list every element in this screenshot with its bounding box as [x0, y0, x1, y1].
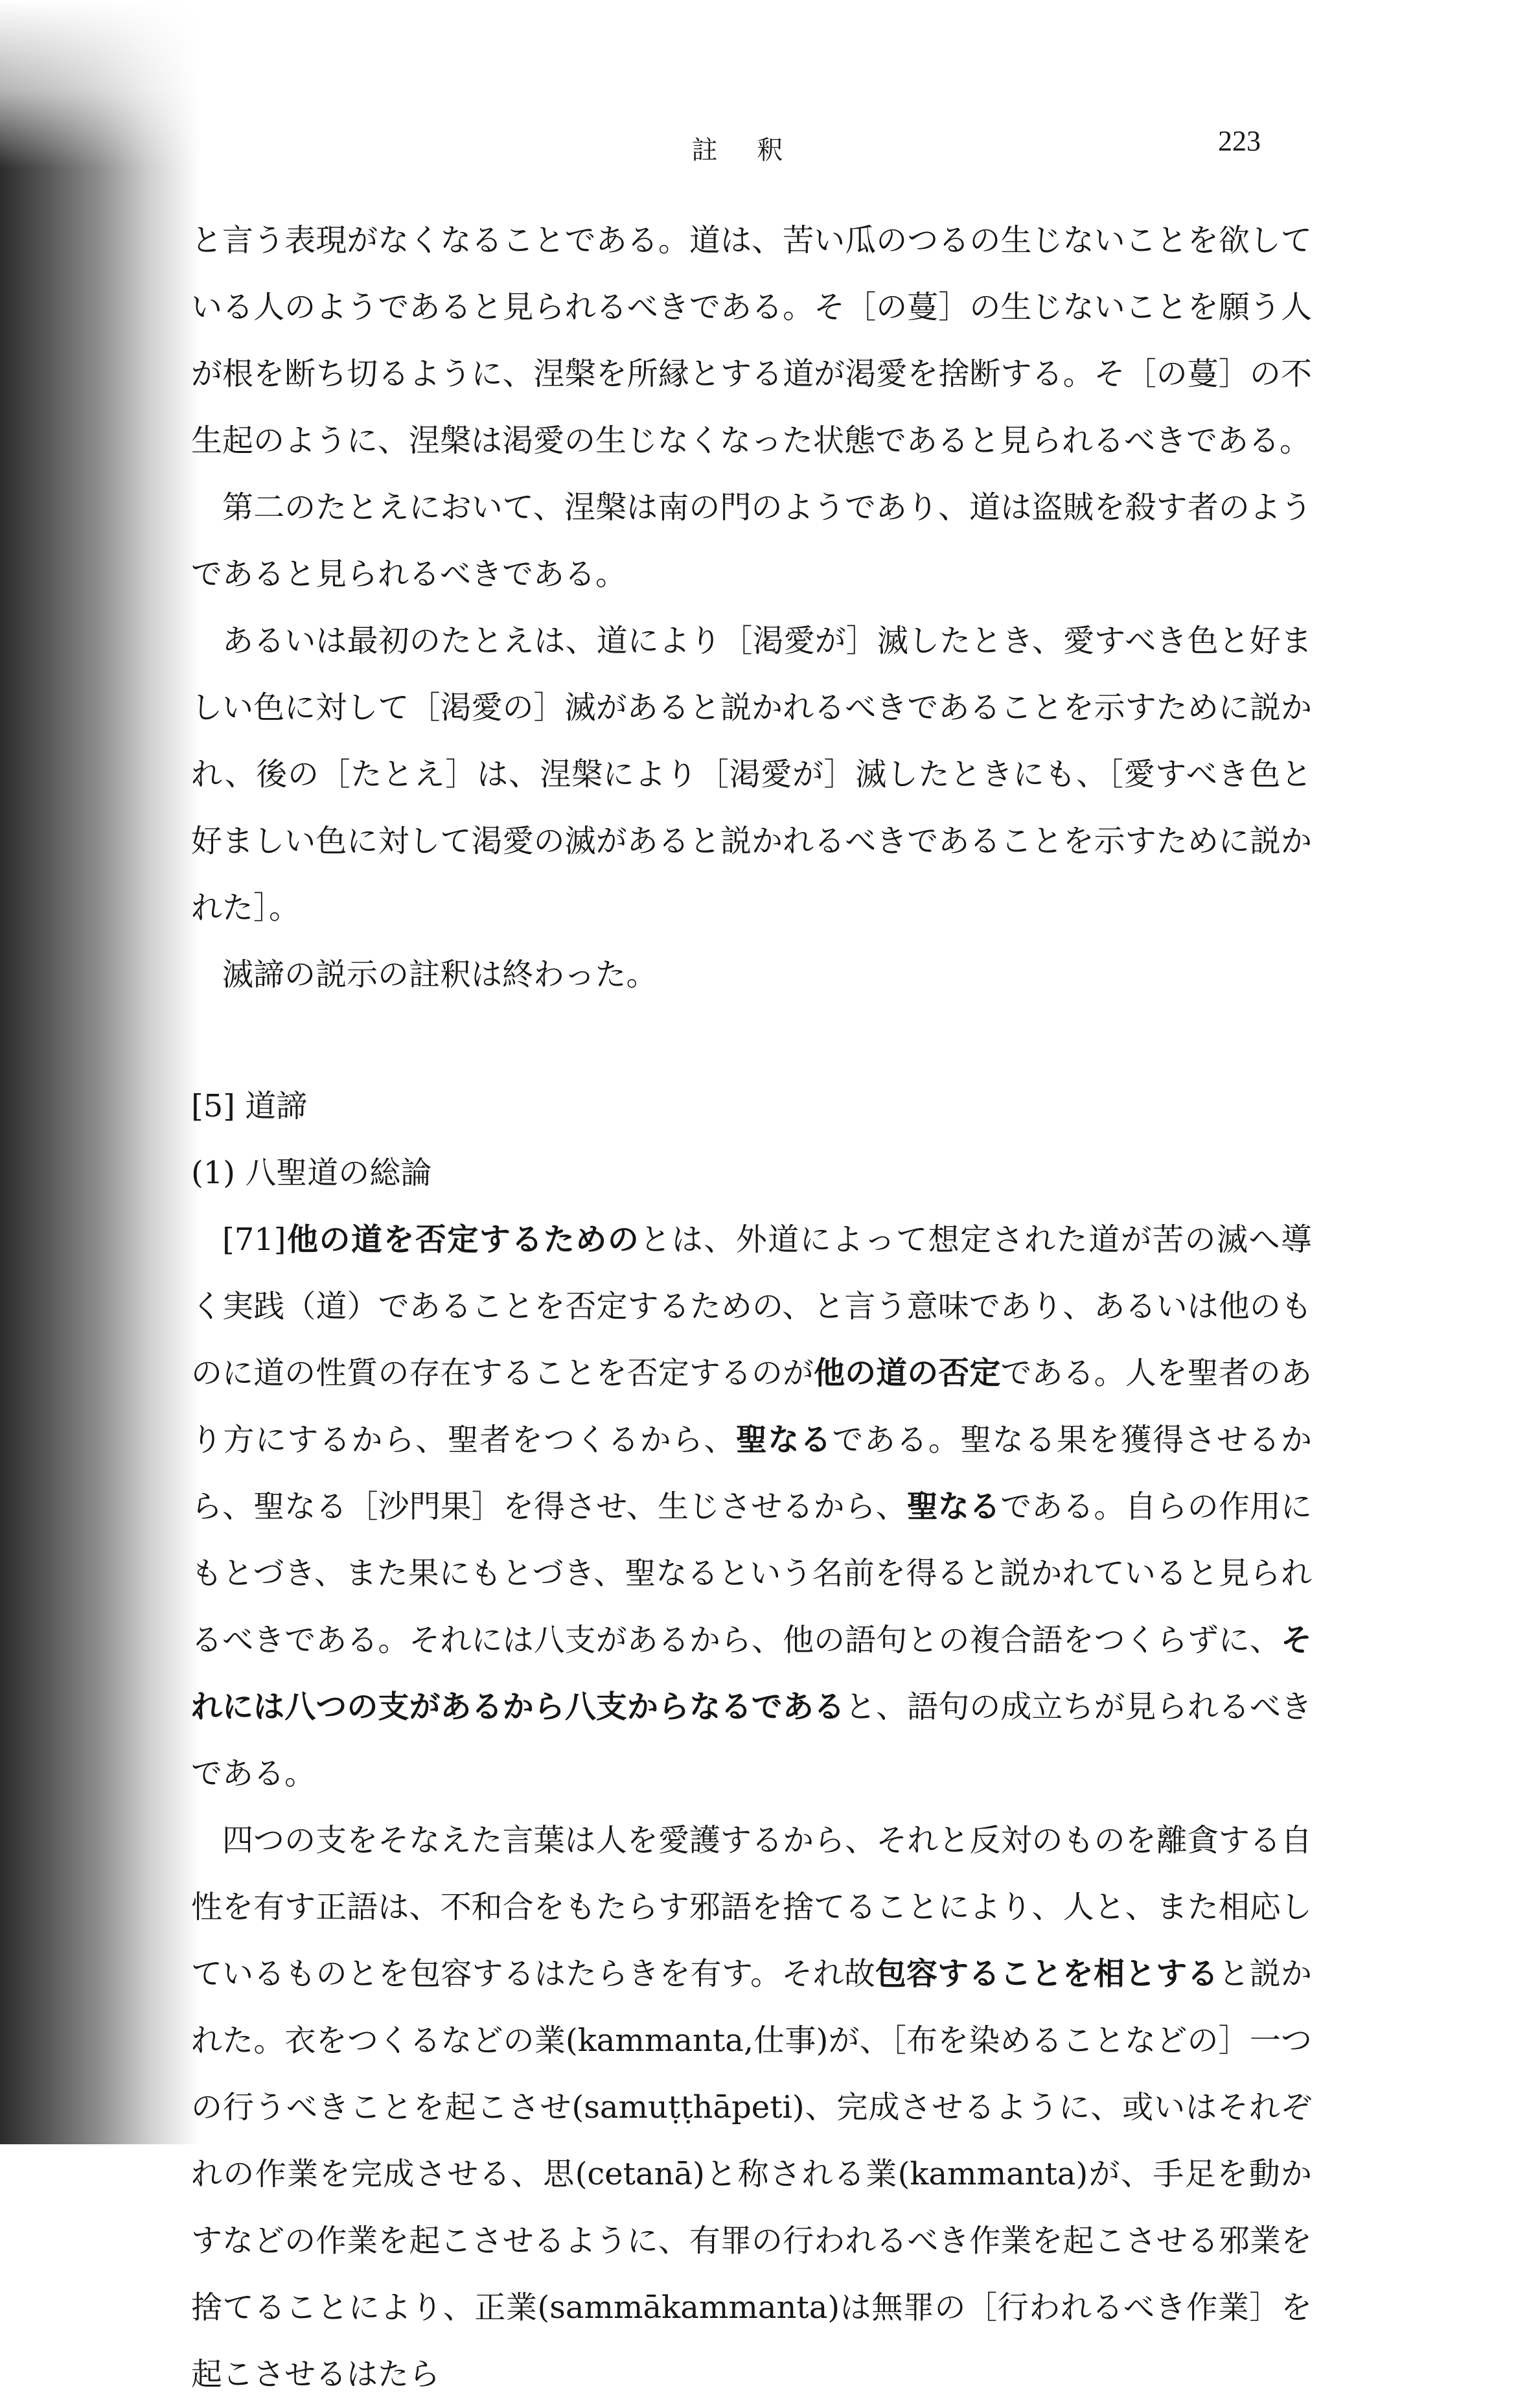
- keyword: それには八つの支があるから八支からなるである: [191, 1622, 1312, 1725]
- scan-shadow-fade: [0, 0, 201, 168]
- paragraph: [191, 608, 1312, 942]
- text-segment: と、語句の成立ちが見られるべきである。: [191, 1689, 1312, 1792]
- keyword: 他の道を否定するための: [286, 1221, 640, 1258]
- scan-shadow: [0, 0, 201, 2144]
- section-gap: [191, 1008, 1312, 1073]
- page-number: 223: [1218, 125, 1261, 157]
- paragraph: [191, 942, 1312, 1008]
- text-segment: 四つの支をそなえた言葉は人を愛護するから、それと反対のものを離貪する自性を有す正語は、不和合をもたらす邪語を捨てることにより、人と、また相応しているものとを包容するはたらきを有す。それ故: [191, 1822, 1312, 1992]
- paragraph: [191, 207, 1312, 474]
- keyword: 聖なる: [735, 1422, 833, 1458]
- text-segment: である。聖なる果を獲得させるから、聖なる［沙門果］を得させ、生じさせるから、: [191, 1422, 1312, 1525]
- paragraph: [191, 1807, 1312, 2408]
- section-heading: [191, 1073, 1312, 1140]
- text-segment: である。自らの作用にもとづき、また果にもとづき、聖なるという名前を得ると説かれていると見られるべきである。それには八支があるから、他の語句との複合語をつくらずに、: [191, 1488, 1312, 1658]
- text-segment: 滅諦の説示の註釈は終わった。: [222, 956, 658, 993]
- text-segment: と説かれた。衣をつくるなどの業(kammanta,仕事)が、［布を染めることなどの］一つの行うべきことを起こさせ(samuṭṭhāpeti)、完成させるように、或いはそれぞれの作業を完成させる、思(cetanā)と称される業(kammanta)が、手足を動かすなどの作業を起こさせるように、有罪の行われるべき作業を起こさせる邪業を捨てることにより、正業(sammākammanta)は無罪の［行われるべき作業］を起こさせるはたら: [191, 1956, 1312, 2392]
- text-segment: (1) 八聖道の総論: [191, 1155, 432, 1191]
- text-segment: 第二のたとえにおいて、涅槃は南の門のようであり、道は盗賊を殺す者のようであると見られるべきである。: [191, 489, 1312, 592]
- subsection-heading: [191, 1140, 1312, 1207]
- paragraph: [191, 1207, 1312, 1807]
- text-segment: と言う表現がなくなることである。道は、苦い瓜のつるの生じないことを欲している人のようであると見られるべきである。そ［の蔓］の生じないことを願う人が根を断ち切るように、涅槃を所縁とする道が渇愛を捨断する。そ［の蔓］の不生起のように、涅槃は渇愛の生じなくなった状態であると見られるべきである。: [191, 222, 1312, 459]
- text-segment: である。人を聖者のあり方にするから、聖者をつくるから、: [191, 1355, 1312, 1458]
- keyword: 他の道の否定: [814, 1355, 1001, 1391]
- page-body: [191, 207, 1312, 2408]
- keyword: 包容することを相とする: [875, 1956, 1219, 1992]
- paragraph: [191, 474, 1312, 608]
- keyword: 聖なる: [906, 1488, 1001, 1525]
- text-segment: [5] 道諦: [191, 1088, 308, 1124]
- text-segment: あるいは最初のたとえは、道により［渇愛が］滅したとき、愛すべき色と好ましい色に対して［渇愛の］滅があると説かれるべきであることを示すために説かれ、後の［たとえ］は、涅槃により［渇愛が］滅したときにも、［愛すべき色と好ましい色に対して渇愛の滅があると説かれるべきであることを示すために説かれた］。: [191, 623, 1312, 926]
- text-segment: [71]: [222, 1221, 286, 1258]
- running-head: 註 釈: [691, 135, 799, 165]
- text-segment: とは、外道によって想定された道が苦の滅へ導く実践（道）であることを否定するための、と言う意味であり、あるいは他のものに道の性質の存在することを否定するのが: [191, 1221, 1312, 1391]
